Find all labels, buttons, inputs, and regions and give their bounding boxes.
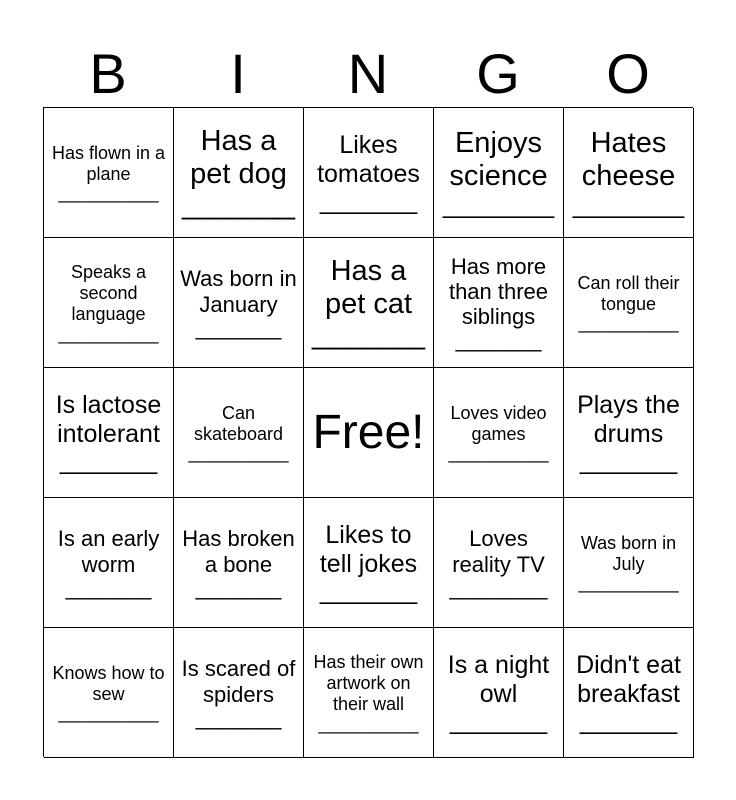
cell-prompt: Has a pet cat (324, 254, 413, 320)
cell-prompt: Has their own artwork on their wall (313, 652, 424, 714)
bingo-cell[interactable] (564, 368, 694, 498)
cell-prompt: Is an early worm (57, 526, 160, 577)
bingo-cell[interactable] (434, 628, 564, 758)
bingo-header (43, 42, 693, 106)
cell-blank-line: __________ (578, 573, 679, 594)
bingo-cell[interactable] (304, 628, 434, 758)
cell-blank-line: __________ (448, 443, 549, 464)
bingo-cell[interactable] (304, 498, 434, 628)
cell-blank-line: ________ (442, 191, 555, 220)
cell-prompt: Was born in July (580, 532, 677, 574)
cell-blank-line: __________ (58, 703, 159, 724)
cell-blank-line: _______ (195, 704, 282, 730)
bingo-cell[interactable] (174, 498, 304, 628)
bingo-cell-free[interactable] (304, 368, 434, 498)
bingo-cell[interactable] (564, 498, 694, 628)
cell-prompt: Plays the drums (577, 391, 680, 448)
cell-blank-line: _______ (195, 314, 282, 340)
bingo-cell[interactable] (174, 238, 304, 368)
cell-blank-line: __________ (58, 183, 159, 204)
bingo-cell[interactable] (174, 628, 304, 758)
cell-prompt: Has broken a bone (182, 526, 295, 577)
header-letter-b: B (89, 42, 127, 105)
cell-prompt: Loves video games (450, 402, 547, 444)
cell-prompt: Is a night owl (447, 651, 550, 708)
cell-prompt: Has flown in a plane (51, 142, 166, 184)
cell-blank-line: _______ (65, 574, 152, 600)
header-letter-n: N (347, 42, 389, 105)
cell-blank-line: __________ (318, 713, 419, 734)
cell-blank-line: ________ (449, 574, 548, 600)
cell-prompt: Didn't eat breakfast (576, 651, 681, 708)
cell-prompt: Enjoys science (449, 126, 548, 192)
bingo-cell[interactable] (44, 108, 174, 238)
cell-blank-line: _______ (59, 446, 158, 475)
cell-blank-line: _______ (449, 706, 548, 735)
bingo-cell[interactable] (564, 108, 694, 238)
cell-prompt: Loves reality TV (452, 526, 545, 577)
cell-prompt: Is scared of spiders (181, 656, 296, 707)
header-letter-g: G (476, 42, 520, 105)
bingo-cell[interactable] (434, 368, 564, 498)
bingo-cell[interactable] (434, 108, 564, 238)
bingo-cell[interactable] (434, 238, 564, 368)
cell-blank-line: __________ (58, 323, 159, 344)
cell-prompt: Can roll their tongue (577, 272, 680, 314)
bingo-board (43, 107, 693, 757)
cell-prompt: Was born in January (180, 266, 297, 317)
cell-blank-line: _______ (312, 319, 425, 352)
cell-blank-line: _______ (195, 574, 282, 600)
cell-blank-line: _______ (319, 186, 418, 215)
cell-blank-line: _______ (579, 446, 678, 475)
cell-prompt: Likes tomatoes (317, 131, 420, 188)
free-space-label: Free! (312, 405, 425, 459)
cell-prompt: Has more than three siblings (448, 253, 549, 330)
header-letter-i: I (230, 42, 246, 105)
cell-prompt: Hates cheese (581, 126, 676, 192)
cell-blank-line: _______ (455, 327, 542, 353)
bingo-cell[interactable] (174, 368, 304, 498)
cell-prompt: Knows how to sew (52, 662, 165, 704)
cell-blank-line: __________ (578, 313, 679, 334)
bingo-cell[interactable] (304, 108, 434, 238)
cell-prompt: Has a pet dog (190, 124, 287, 190)
cell-prompt: Is lactose intolerant (55, 391, 162, 448)
cell-blank-line: _______ (182, 189, 295, 222)
bingo-cell[interactable] (434, 498, 564, 628)
bingo-cell[interactable] (174, 108, 304, 238)
header-letter-o: O (606, 42, 650, 105)
cell-blank-line: _______ (579, 706, 678, 735)
cell-blank-line: __________ (188, 443, 289, 464)
bingo-cell[interactable] (44, 628, 174, 758)
cell-prompt: Likes to tell jokes (319, 521, 418, 578)
cell-blank-line: _______ (319, 576, 418, 605)
bingo-cell[interactable] (44, 368, 174, 498)
bingo-cell[interactable] (44, 498, 174, 628)
cell-blank-line: ________ (572, 191, 685, 220)
bingo-cell[interactable] (564, 238, 694, 368)
bingo-cell[interactable] (304, 238, 434, 368)
cell-prompt: Can skateboard (193, 402, 284, 444)
bingo-cell[interactable] (564, 628, 694, 758)
cell-prompt: Speaks a second language (70, 262, 147, 324)
bingo-cell[interactable] (44, 238, 174, 368)
